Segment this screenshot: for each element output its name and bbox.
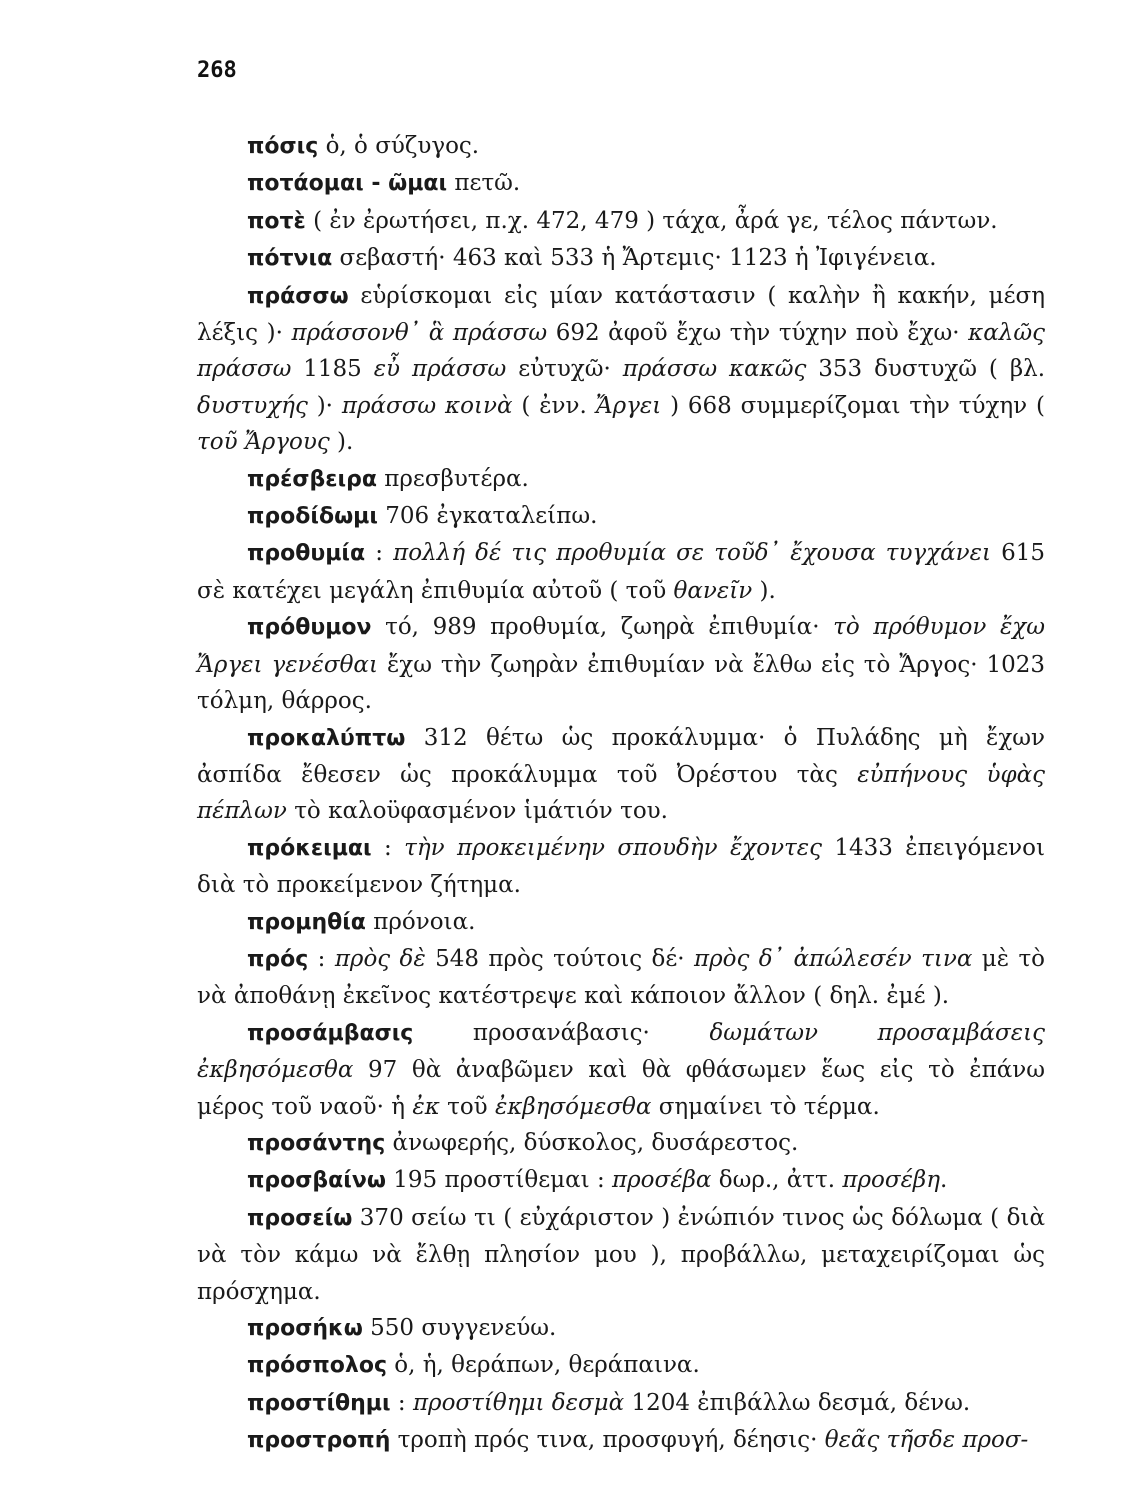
entry-citation: ἐκβησόμεσθα [494,1093,652,1120]
entry-citation: τοῦ Ἄργους [197,429,330,456]
entry-lemma: προδίδωμι [247,504,378,530]
entry-text: )· [307,392,342,419]
entry-text: : [365,540,394,567]
entry-citation: τὸ πρόθυμον ἔχω Ἄργει γενέσθαι [197,614,1045,678]
entry-lemma: προμηθία [247,909,366,935]
dictionary-entry [197,1200,1045,1310]
entry-text: ( ἐνν. [512,392,596,419]
entry-text: 370 σείω τι ( εὐχάριστον ) ἐνώπιόν τινος ὡς δόλωμα ( διὰ νὰ τὸν κάμω νὰ ἔλθῃ πλησίον μου ), προβάλλω, μεταχειρίζομαι ὡς πρόσχημα. [197,1204,1045,1305]
dictionary-entry [197,720,1045,830]
dictionary-entry [197,128,1045,165]
entry-text: ) 668 συμμερίζομαι τὴν τύχην ( [661,392,1045,419]
entry-text: 312 θέτω ὡς προκάλυμμα· ὁ Πυλάδης μὴ ἔχων ἀσπίδα ἔθεσεν ὡς προκάλυμμα τοῦ Ὀρέστου τὰς [197,724,1045,788]
entry-citation: ἐκ [412,1093,440,1120]
entry-text: 353 δυστυχῶ ( βλ. [806,356,1046,383]
entry-text: σεβαστή· 463 καὶ 533 ἡ Ἄρτεμις· 1123 ἡ Ἰφιγένεια. [332,245,937,272]
entry-text: προσανάβασις· [413,1019,710,1046]
dictionary-entry [197,830,1045,904]
entry-lemma: πράσσω [247,283,349,309]
entry-citation: προσέβα [612,1167,712,1194]
dictionary-entry [197,1385,1045,1422]
entry-lemma: πρόθυμον [247,615,372,641]
entry-lemma: προστροπή [247,1428,391,1454]
dictionary-entry [197,609,1045,719]
entry-citation: Ἄργει [595,392,662,419]
entry-text: 615 σὲ κατέχει μεγάλη ἐπιθυμία αὐτοῦ ( τοῦ [197,540,1045,604]
entry-citation: δωμάτων προσαμβάσεις ἐκβησόμεσθα [197,1019,1045,1084]
entry-lemma: πρόκειμαι [247,835,372,861]
entry-text: . [940,1167,948,1194]
entry-text: 1433 ἐπειγόμενοι διὰ τὸ προκείμενον ζήτημα. [197,834,1046,899]
entry-text: σημαίνει τὸ τέρμα. [651,1093,880,1120]
dictionary-entry [197,240,1045,277]
entry-text: ( ἐν ἐρωτήσει, π.χ. 472, 479 ) τάχα, ἆρά γε, τέλος πάντων. [305,207,998,234]
entry-text: 550 συγγενεύω. [362,1315,557,1341]
entry-citation: πράσσω κοινὰ [341,392,513,419]
entry-text: πρόνοια. [365,908,476,935]
entry-lemma: πρέσβειρα [247,466,377,492]
entry-lemma: πόσις [247,134,319,159]
entry-text: : [308,945,335,972]
entry-text: ὁ, ἡ, θεράπων, θεράπαινα. [387,1352,700,1379]
entry-lemma: προσείω [247,1205,353,1231]
dictionary-entry [197,278,1045,461]
entry-lemma: ποτὲ [247,208,306,234]
dictionary-entry [197,1310,1045,1347]
entry-text: 706 ἐγκαταλείπω. [377,503,598,530]
dictionary-entry [197,904,1045,941]
dictionary-entry [197,203,1045,240]
entry-text: εὑρίσκομαι εἰς μίαν κατάστασιν ( καλὴν ἢ κακήν, μέση λέξις )· [197,282,1045,347]
entry-citation: πολλή δέ τις προθυμία σε τοῦδ᾽ ἔχουσα τυγχάνει [393,540,991,567]
entry-citation: πρὸς δὲ [334,945,426,972]
entry-text: πρεσβυτέρα. [376,465,529,492]
entry-lemma: πρός [247,946,309,972]
entry-citation: προσέβη [842,1167,940,1194]
entry-lemma: προσήκω [247,1316,363,1341]
page-number: 268 [197,58,237,83]
entry-text: τοῦ [439,1093,495,1120]
entry-lemma: προθυμία [247,541,366,567]
entry-text: 195 προστίθεμαι : [385,1167,613,1194]
entry-citation: προστίθημι δεσμὰ [412,1389,625,1416]
dictionary-entry [197,165,1045,202]
entry-text: 1204 ἐπιβάλλω δεσμά, δένω. [624,1389,971,1416]
entry-text: ὁ, ὁ σύζυγος. [318,133,480,159]
entry-citation: δυστυχής [197,392,308,419]
entry-citation: πρὸς δ᾽ ἀπώλεσέν τινα [693,945,973,972]
entry-lemma: προστίθημι [247,1390,391,1416]
entry-text: ). [329,429,354,456]
entry-text: ἀνωφερής, δύσκολος, δυσάρεστος. [385,1129,799,1156]
dictionary-entry [197,1162,1045,1199]
entry-lemma: πότνια [247,246,333,272]
entry-citation: θεᾶς τῆσδε προσ- [824,1427,1029,1454]
entry-text: : [390,1389,413,1416]
entry-text: τὸ καλοϋφασμένον ἱμάτιόν του. [286,798,668,825]
entry-citation: καλῶς πράσσω [197,320,1045,383]
entry-citation: πράσσονθ᾽ ἃ πράσσω [291,320,548,347]
dictionary-entry [197,535,1045,609]
entry-text: 1185 [291,356,374,383]
dictionary-entry [197,1125,1045,1162]
entry-text: ). [752,577,776,604]
entry-lemma: προσάντης [247,1130,386,1156]
entry-lemma: πρόσπολος [247,1353,387,1379]
dictionary-entry [197,941,1045,1015]
entry-text: : [371,834,405,861]
dictionary-entry [197,1015,1045,1125]
entry-citation: πράσσω κακῶς [622,356,807,383]
dictionary-entry [197,1422,1045,1459]
entry-text: τό, 989 προθυμία, ζωηρὰ ἐπιθυμία· [371,614,834,641]
entry-lemma: προσάμβασις [247,1020,414,1046]
entry-text: 692 ἀφοῦ ἔχω τὴν τύχην ποὺ ἔχω· [547,320,969,347]
entry-lemma: ποτάομαι - ῶμαι [247,171,448,197]
dictionary-entries [197,128,1045,1460]
entry-lemma: προκαλύπτω [247,725,406,751]
entry-text: 548 πρὸς τούτοις δέ· [425,945,694,972]
entry-text: πετῶ. [447,170,521,197]
dictionary-entry [197,1347,1045,1384]
entry-text: 97 θὰ ἀναβῶμεν καὶ θὰ φθάσωμεν ἕως εἰς τὸ ἐπάνω μέρος τοῦ ναοῦ· ἡ [197,1057,1045,1120]
entry-lemma: προσβαίνω [247,1168,386,1194]
entry-citation: τὴν προκειμένην σπουδὴν ἔχοντες [404,834,823,861]
entry-text: ἔχω τὴν ζωηρὰν ἐπιθυμίαν νὰ ἔλθω εἰς τὸ Ἄργος· 1023 τόλμη, θάρρος. [197,651,1046,715]
entry-text: τροπὴ πρός τινα, προσφυγή, δέησις· [390,1427,825,1454]
entry-citation: εὖ πράσσω [373,356,507,383]
entry-text: εὐτυχῶ· [506,356,623,383]
entry-citation: εὐπήνους ὑφὰς πέπλων [197,761,1045,825]
entry-citation: θανεῖν [673,577,753,604]
entry-text: δωρ., ἀττ. [711,1167,843,1194]
dictionary-entry [197,498,1045,535]
entry-text: μὲ τὸ νὰ ἀποθάνῃ ἐκεῖνος κατέστρεψε καὶ κάποιον ἄλλον ( δηλ. ἐμέ ). [197,945,1046,1010]
dictionary-entry [197,461,1045,498]
